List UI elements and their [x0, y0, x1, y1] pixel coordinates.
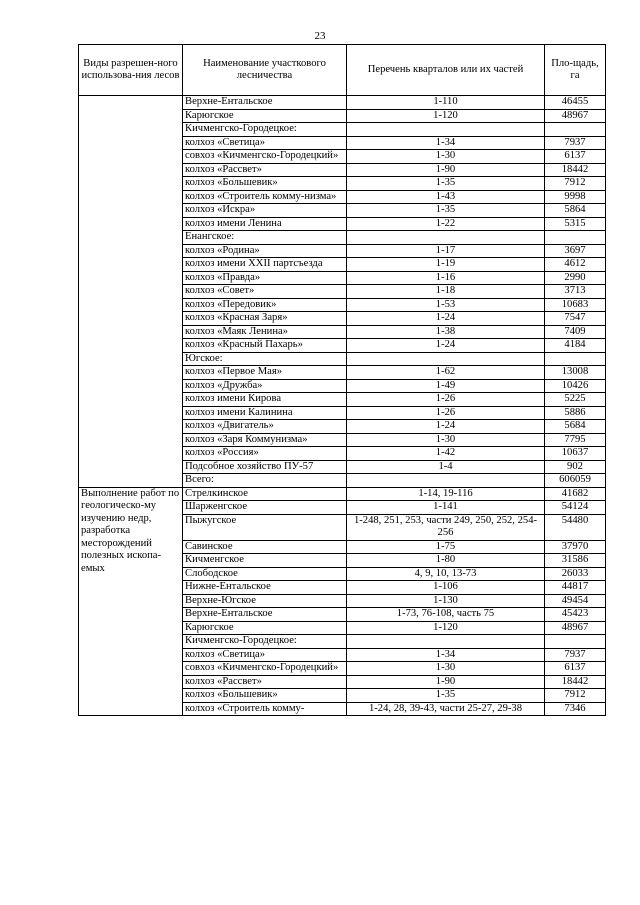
forestry-name-cell: колхоз «Передовик»: [183, 298, 347, 312]
area-cell: 48967: [545, 621, 606, 635]
forestry-name-cell: Кичменгско-Городецкое:: [183, 635, 347, 649]
area-cell: 54124: [545, 501, 606, 515]
area-cell: 46455: [545, 96, 606, 110]
forestry-name-cell: Кичменгское: [183, 554, 347, 568]
forestry-name-cell: Подсобное хозяйство ПУ-57: [183, 460, 347, 474]
quarters-cell: 1-4: [347, 460, 545, 474]
quarters-cell: 1-26: [347, 406, 545, 420]
header-name: Наименование участкового лесничества: [183, 45, 347, 96]
quarters-cell: 1-30: [347, 433, 545, 447]
quarters-cell: 1-80: [347, 554, 545, 568]
quarters-cell: 1-22: [347, 217, 545, 231]
area-cell: [545, 231, 606, 245]
quarters-cell: 1-35: [347, 689, 545, 703]
quarters-cell: 1-26: [347, 393, 545, 407]
forestry-name-cell: колхоз имени XXII партсъезда: [183, 258, 347, 272]
quarters-cell: 1-75: [347, 540, 545, 554]
area-cell: 31586: [545, 554, 606, 568]
table-body: [79, 96, 606, 716]
area-cell: 7912: [545, 177, 606, 191]
area-cell: 3697: [545, 244, 606, 258]
quarters-cell: 1-38: [347, 325, 545, 339]
area-cell: 7547: [545, 312, 606, 326]
forestry-name-cell: колхоз «Родина»: [183, 244, 347, 258]
quarters-cell: 1-35: [347, 177, 545, 191]
area-cell: 9998: [545, 190, 606, 204]
area-cell: 13008: [545, 366, 606, 380]
forestry-name-cell: Верхне-Ентальское: [183, 96, 347, 110]
area-cell: 2990: [545, 271, 606, 285]
forestry-name-cell: колхоз «Искра»: [183, 204, 347, 218]
forestry-name-cell: Стрелкинское: [183, 487, 347, 501]
quarters-cell: 1-24: [347, 339, 545, 353]
forestry-name-cell: колхоз «Красная Заря»: [183, 312, 347, 326]
forestry-name-cell: колхоз имени Кирова: [183, 393, 347, 407]
forestry-name-cell: колхоз «Светица»: [183, 136, 347, 150]
forestry-name-cell: колхоз «Красный Пахарь»: [183, 339, 347, 353]
quarters-cell: 1-141: [347, 501, 545, 515]
quarters-cell: 1-17: [347, 244, 545, 258]
forestry-name-cell: колхоз «Большевик»: [183, 689, 347, 703]
forestry-name-cell: колхоз «Маяк Ленина»: [183, 325, 347, 339]
quarters-cell: 1-34: [347, 136, 545, 150]
forestry-name-cell: совхоз «Кичменгско-Городецкий»: [183, 662, 347, 676]
quarters-cell: 1-43: [347, 190, 545, 204]
forestry-name-cell: колхоз «Рассвет»: [183, 675, 347, 689]
quarters-cell: 1-34: [347, 648, 545, 662]
quarters-cell: 1-24: [347, 420, 545, 434]
area-cell: [545, 635, 606, 649]
area-cell: 7937: [545, 648, 606, 662]
quarters-cell: 1-30: [347, 150, 545, 164]
area-cell: 18442: [545, 163, 606, 177]
quarters-cell: 1-30: [347, 662, 545, 676]
quarters-cell: 1-106: [347, 581, 545, 595]
table-row: [79, 96, 606, 110]
forestry-name-cell: Пыжугское: [183, 514, 347, 540]
forestry-name-cell: Верхне-Югское: [183, 594, 347, 608]
use-kind-cell: [79, 96, 183, 488]
quarters-cell: 1-24, 28, 39-43, части 25-27, 29-38: [347, 702, 545, 716]
quarters-cell: 1-110: [347, 96, 545, 110]
area-cell: 606059: [545, 474, 606, 488]
page-number: 23: [314, 30, 326, 42]
forestry-name-cell: Карюгское: [183, 109, 347, 123]
quarters-cell: 1-120: [347, 621, 545, 635]
forestry-name-cell: Югское:: [183, 352, 347, 366]
use-kind-cell: Выполнение работ по геологическо-му изучению недр, разработка месторождений полезных ископа-емых: [79, 487, 183, 716]
forestry-name-cell: Енангское:: [183, 231, 347, 245]
forestry-name-cell: Слободское: [183, 567, 347, 581]
forestry-name-cell: колхоз имени Ленина: [183, 217, 347, 231]
area-cell: 7937: [545, 136, 606, 150]
forestry-name-cell: колхоз «Строитель комму-: [183, 702, 347, 716]
area-cell: 6137: [545, 150, 606, 164]
quarters-cell: [347, 352, 545, 366]
quarters-cell: 1-120: [347, 109, 545, 123]
area-cell: [545, 352, 606, 366]
quarters-cell: [347, 635, 545, 649]
quarters-cell: 1-53: [347, 298, 545, 312]
area-cell: 4612: [545, 258, 606, 272]
area-cell: 10683: [545, 298, 606, 312]
forestry-name-cell: Савинское: [183, 540, 347, 554]
quarters-cell: 1-24: [347, 312, 545, 326]
quarters-cell: 1-73, 76-108, часть 75: [347, 608, 545, 622]
forestry-name-cell: колхоз «Первое Мая»: [183, 366, 347, 380]
area-cell: 37970: [545, 540, 606, 554]
forestry-name-cell: Карюгское: [183, 621, 347, 635]
forestry-name-cell: колхоз «Светица»: [183, 648, 347, 662]
quarters-cell: 1-19: [347, 258, 545, 272]
quarters-cell: [347, 474, 545, 488]
area-cell: 44817: [545, 581, 606, 595]
quarters-cell: 1-16: [347, 271, 545, 285]
forestry-name-cell: колхоз «Строитель комму-низма»: [183, 190, 347, 204]
forestry-name-cell: Нижне-Ентальское: [183, 581, 347, 595]
quarters-cell: [347, 123, 545, 137]
quarters-cell: 1-90: [347, 675, 545, 689]
forestry-name-cell: колхоз «Заря Коммунизма»: [183, 433, 347, 447]
area-cell: 3713: [545, 285, 606, 299]
quarters-cell: 1-35: [347, 204, 545, 218]
quarters-cell: 1-130: [347, 594, 545, 608]
area-cell: 6137: [545, 662, 606, 676]
forestry-name-cell: колхоз «Совет»: [183, 285, 347, 299]
quarters-cell: 1-90: [347, 163, 545, 177]
header-quarters: Перечень кварталов или их частей: [347, 45, 545, 96]
forestry-name-cell: колхоз «Рассвет»: [183, 163, 347, 177]
forestry-name-cell: Шарженгское: [183, 501, 347, 515]
area-cell: 45423: [545, 608, 606, 622]
quarters-cell: 1-14, 19-116: [347, 487, 545, 501]
area-cell: 41682: [545, 487, 606, 501]
quarters-cell: 1-62: [347, 366, 545, 380]
area-cell: 7409: [545, 325, 606, 339]
forestry-name-cell: Верхне-Ентальское: [183, 608, 347, 622]
area-cell: 5684: [545, 420, 606, 434]
area-cell: 54480: [545, 514, 606, 540]
area-cell: 10426: [545, 379, 606, 393]
forestry-name-cell: колхоз «Большевик»: [183, 177, 347, 191]
forestry-name-cell: Всего:: [183, 474, 347, 488]
area-cell: 5315: [545, 217, 606, 231]
forestry-name-cell: колхоз имени Калинина: [183, 406, 347, 420]
area-cell: 7912: [545, 689, 606, 703]
quarters-cell: 1-18: [347, 285, 545, 299]
forestry-name-cell: колхоз «Дружба»: [183, 379, 347, 393]
quarters-cell: 1-248, 251, 253, части 249, 250, 252, 254-256: [347, 514, 545, 540]
table-header-row: [79, 45, 606, 96]
area-cell: 48967: [545, 109, 606, 123]
area-cell: 7346: [545, 702, 606, 716]
area-cell: [545, 123, 606, 137]
forestry-name-cell: колхоз «Россия»: [183, 447, 347, 461]
area-cell: 5225: [545, 393, 606, 407]
area-cell: 4184: [545, 339, 606, 353]
forestry-name-cell: колхоз «Правда»: [183, 271, 347, 285]
area-cell: 902: [545, 460, 606, 474]
forest-use-table: [78, 44, 606, 716]
forestry-name-cell: колхоз «Двигатель»: [183, 420, 347, 434]
area-cell: 49454: [545, 594, 606, 608]
area-cell: 5864: [545, 204, 606, 218]
area-cell: 26033: [545, 567, 606, 581]
forestry-name-cell: Кичменгско-Городецкое:: [183, 123, 347, 137]
quarters-cell: 1-49: [347, 379, 545, 393]
quarters-cell: [347, 231, 545, 245]
area-cell: 10637: [545, 447, 606, 461]
area-cell: 7795: [545, 433, 606, 447]
area-cell: 18442: [545, 675, 606, 689]
area-cell: 5886: [545, 406, 606, 420]
forestry-name-cell: совхоз «Кичменгско-Городецкий»: [183, 150, 347, 164]
table-row: [79, 487, 606, 501]
quarters-cell: 4, 9, 10, 13-73: [347, 567, 545, 581]
header-kind: Виды разрешен-ного использова-ния лесов: [79, 45, 183, 96]
quarters-cell: 1-42: [347, 447, 545, 461]
header-area: Пло-щадь, га: [545, 45, 606, 96]
